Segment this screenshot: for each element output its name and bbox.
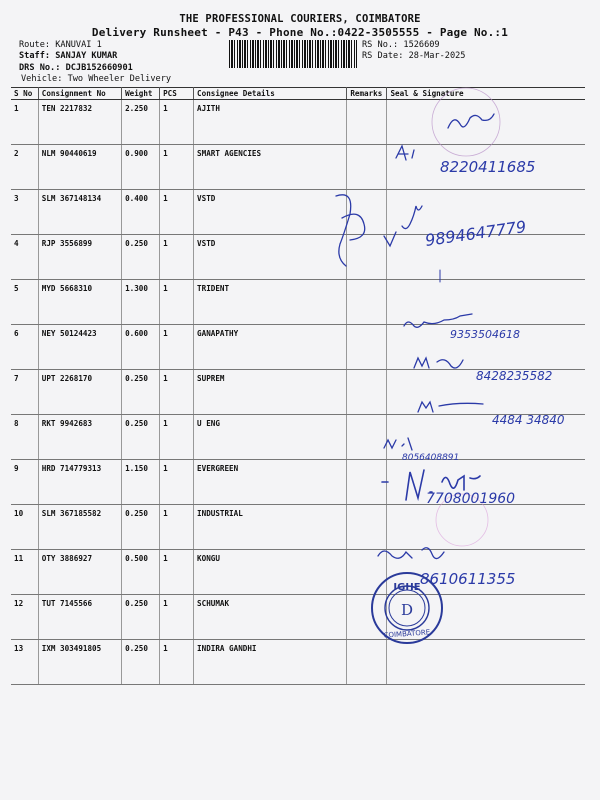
table-row xyxy=(11,325,585,370)
cell-sno: 4 xyxy=(11,235,38,280)
phone-row9: 8056408891 xyxy=(402,453,460,463)
cell-sno: 11 xyxy=(11,550,38,595)
cell-sno: 13 xyxy=(11,640,38,685)
cell-sno: 9 xyxy=(11,460,38,505)
table-row xyxy=(11,460,585,505)
table-body xyxy=(11,100,585,685)
cell-weight: 2.250 xyxy=(122,100,160,145)
table-row xyxy=(11,505,585,550)
cell-seal-signature xyxy=(387,325,585,370)
phone-row10: 7708001960 xyxy=(426,491,516,507)
cell-weight: 1.150 xyxy=(122,460,160,505)
cell-pcs: 1 xyxy=(160,145,194,190)
phone-row4: 9894647779 xyxy=(423,216,528,250)
cell-pcs: 1 xyxy=(160,640,194,685)
table-header-row xyxy=(11,88,585,100)
cell-sno: 2 xyxy=(11,145,38,190)
cell-consignment: SLM 367148134 xyxy=(38,190,121,235)
cell-consignee: KONGU xyxy=(194,550,347,595)
header-remarks: Remarks xyxy=(347,88,387,100)
cell-seal-signature xyxy=(387,550,585,595)
table-row xyxy=(11,550,585,595)
phone-row2: 8220411685 xyxy=(440,158,536,176)
cell-remarks xyxy=(347,190,387,235)
cell-weight: 0.250 xyxy=(122,640,160,685)
cell-seal-signature xyxy=(387,640,585,685)
table-row xyxy=(11,595,585,640)
cell-pcs: 1 xyxy=(160,235,194,280)
cell-pcs: 1 xyxy=(160,190,194,235)
cell-remarks xyxy=(347,280,387,325)
table-row xyxy=(11,145,585,190)
cell-remarks xyxy=(347,460,387,505)
header-seal-signature: Seal & Signature xyxy=(387,88,585,100)
cell-consignee: VSTD xyxy=(194,235,347,280)
cell-remarks xyxy=(347,595,387,640)
cell-remarks xyxy=(347,235,387,280)
cell-seal-signature xyxy=(387,235,585,280)
cell-consignee: AJITH xyxy=(194,100,347,145)
header-pcs: PCS xyxy=(160,88,194,100)
header-sno: S No xyxy=(11,88,38,100)
table-row xyxy=(11,280,585,325)
cell-sno: 1 xyxy=(11,100,38,145)
phone-row12: 8610611355 xyxy=(420,570,516,588)
cell-sno: 10 xyxy=(11,505,38,550)
cell-sno: 7 xyxy=(11,370,38,415)
cell-seal-signature xyxy=(387,145,585,190)
cell-remarks xyxy=(347,505,387,550)
cell-consignment: OTY 3886927 xyxy=(38,550,121,595)
cell-remarks xyxy=(347,325,387,370)
cell-pcs: 1 xyxy=(160,415,194,460)
cell-sno: 5 xyxy=(11,280,38,325)
seal-top-text: IGHE xyxy=(393,582,421,593)
company-title: THE PROFESSIONAL COURIERS, COIMBATORE xyxy=(179,13,421,25)
cell-consignment: RKT 9942683 xyxy=(38,415,121,460)
staff-label: Staff: SANJAY KUMAR xyxy=(19,51,118,61)
cell-weight: 0.250 xyxy=(122,415,160,460)
cell-consignment: HRD 714779313 xyxy=(38,460,121,505)
cell-sno: 6 xyxy=(11,325,38,370)
cell-pcs: 1 xyxy=(160,280,194,325)
cell-sno: 12 xyxy=(11,595,38,640)
cell-consignment: TUT 7145566 xyxy=(38,595,121,640)
cell-consignee: INDIRA GANDHI xyxy=(194,640,347,685)
cell-consignment: NLM 90440619 xyxy=(38,145,121,190)
cell-remarks xyxy=(347,550,387,595)
cell-seal-signature xyxy=(387,460,585,505)
cell-weight: 0.250 xyxy=(122,370,160,415)
cell-remarks xyxy=(347,145,387,190)
cell-consignee: VSTD xyxy=(194,190,347,235)
route-label: Route: KANUVAI 1 xyxy=(19,40,102,50)
runsheet-subtitle: Delivery Runsheet - P43 - Phone No.:0422-3505555 - Page No.:1 xyxy=(91,26,509,39)
seal-bottom-text: COIMBATORE xyxy=(383,628,431,640)
phone-row7: 8428235582 xyxy=(476,369,553,383)
table-row xyxy=(11,235,585,280)
table-row xyxy=(11,190,585,235)
cell-weight: 1.300 xyxy=(122,280,160,325)
delivery-table xyxy=(11,87,585,685)
table-row xyxy=(11,415,585,460)
cell-pcs: 1 xyxy=(160,370,194,415)
header-consignee: Consignee Details xyxy=(194,88,347,100)
cell-seal-signature xyxy=(387,415,585,460)
cell-consignee: EVERGREEN xyxy=(194,460,347,505)
cell-consignment: NEY 50124423 xyxy=(38,325,121,370)
cell-remarks xyxy=(347,415,387,460)
cell-consignee: SUPREM xyxy=(194,370,347,415)
cell-pcs: 1 xyxy=(160,550,194,595)
cell-seal-signature xyxy=(387,505,585,550)
cell-pcs: 1 xyxy=(160,460,194,505)
cell-consignment: UPT 2268170 xyxy=(38,370,121,415)
cell-seal-signature xyxy=(387,100,585,145)
cell-seal-signature xyxy=(387,280,585,325)
header-weight: Weight xyxy=(122,88,160,100)
cell-weight: 0.400 xyxy=(122,190,160,235)
cell-remarks xyxy=(347,100,387,145)
cell-seal-signature xyxy=(387,190,585,235)
cell-pcs: 1 xyxy=(160,325,194,370)
cell-weight: 0.600 xyxy=(122,325,160,370)
cell-seal-signature xyxy=(387,595,585,640)
cell-consignment: IXM 303491805 xyxy=(38,640,121,685)
cell-weight: 0.250 xyxy=(122,505,160,550)
cell-remarks xyxy=(347,640,387,685)
phone-row6: 9353504618 xyxy=(450,328,520,341)
cell-pcs: 1 xyxy=(160,595,194,640)
cell-consignee: U ENG xyxy=(194,415,347,460)
drs-number: DRS No.: DCJB152660901 xyxy=(19,63,133,73)
cell-weight: 0.250 xyxy=(122,235,160,280)
header-consignment: Consignment No xyxy=(38,88,121,100)
cell-remarks xyxy=(347,370,387,415)
vehicle-label: Vehicle: Two Wheeler Delivery xyxy=(21,74,172,84)
cell-consignee: INDUSTRIAL xyxy=(194,505,347,550)
cell-consignee: SCHUMAK xyxy=(194,595,347,640)
cell-sno: 8 xyxy=(11,415,38,460)
cell-weight: 0.500 xyxy=(122,550,160,595)
cell-weight: 0.250 xyxy=(122,595,160,640)
rs-date: RS Date: 28-Mar-2025 xyxy=(362,51,466,61)
cell-pcs: 1 xyxy=(160,505,194,550)
phone-row8: 4484 34840 xyxy=(492,413,565,427)
cell-consignee: GANAPATHY xyxy=(194,325,347,370)
cell-pcs: 1 xyxy=(160,100,194,145)
cell-consignment: TEN 2217832 xyxy=(38,100,121,145)
cell-weight: 0.900 xyxy=(122,145,160,190)
barcode-icon xyxy=(229,40,357,68)
cell-consignment: MYD 5668310 xyxy=(38,280,121,325)
cell-consignee: SMART AGENCIES xyxy=(194,145,347,190)
table-row xyxy=(11,640,585,685)
table-row xyxy=(11,370,585,415)
rs-number: RS No.: 1526609 xyxy=(362,40,440,50)
cell-consignee: TRIDENT xyxy=(194,280,347,325)
cell-consignment: SLM 367185582 xyxy=(38,505,121,550)
cell-sno: 3 xyxy=(11,190,38,235)
table-row xyxy=(11,100,585,145)
cell-seal-signature xyxy=(387,370,585,415)
seal-center-text: D xyxy=(400,601,414,619)
cell-consignment: RJP 3556899 xyxy=(38,235,121,280)
